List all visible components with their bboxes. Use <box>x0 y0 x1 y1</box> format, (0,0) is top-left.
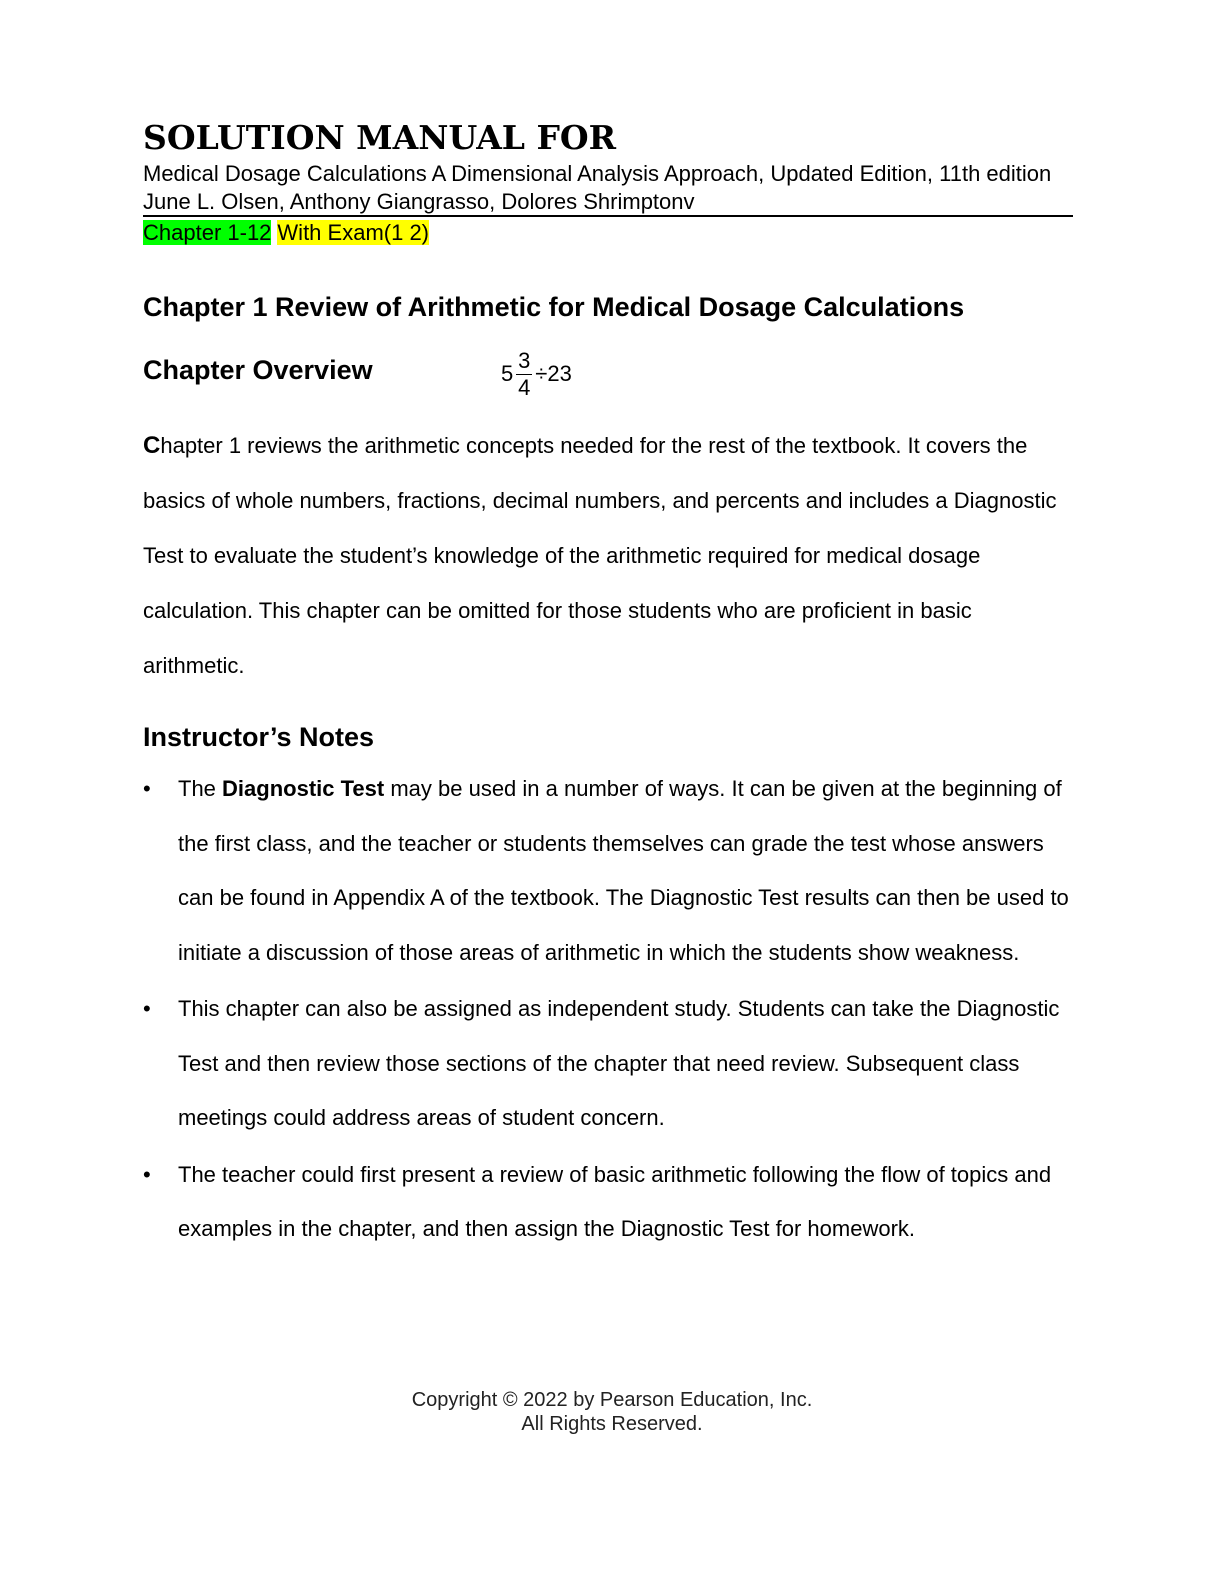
math-denominator: 4 <box>518 374 531 400</box>
copyright-line-2: All Rights Reserved. <box>521 1413 703 1435</box>
document-title: SOLUTION MANUAL FOR <box>143 118 617 157</box>
bullet-icon: • <box>143 776 151 801</box>
list-item <box>143 982 1073 1146</box>
overview-heading: Chapter Overview <box>143 355 373 385</box>
note-1-prefix: The <box>178 776 223 801</box>
math-expression <box>501 344 572 404</box>
book-subtitle: Medical Dosage Calculations A Dimensional Analysis Approach, Updated Edition, 11th edition June L. Olsen, Anthony Giangrasso, Dolores Shrimptonv <box>143 161 1052 214</box>
note-2-text: This chapter can also be assigned as independent study. Students can take the Diagnostic Test and then review those sections of the chapter that need review. Subsequent class meetings could address areas of student concern. <box>178 996 1060 1130</box>
copyright-line-1: Copyright © 2022 by Pearson Education, Inc. <box>411 1389 813 1411</box>
notes-heading: Instructor’s Notes <box>143 722 375 752</box>
header-divider <box>143 215 1073 217</box>
copyright-footer <box>0 1388 1224 1436</box>
chapters-highlight: Chapter 1-12 <box>143 220 272 245</box>
math-divisor: 23 <box>547 361 572 386</box>
math-numerator: 3 <box>518 347 531 373</box>
bullet-icon: • <box>143 996 151 1021</box>
list-item <box>143 762 1073 980</box>
note-1-bold: Diagnostic Test <box>222 776 385 801</box>
list-item <box>143 1148 1073 1257</box>
overview-paragraph <box>143 418 1073 693</box>
overview-initial: C <box>143 432 161 459</box>
notes-list <box>143 762 1073 1259</box>
math-fraction <box>516 349 532 400</box>
note-3-text: The teacher could first present a review of basic arithmetic following the flow of topics and examples in the chapter, and then assign the Diagnostic Test for homework. <box>178 1161 1052 1241</box>
overview-text: hapter 1 reviews the arithmetic concepts needed for the rest of the textbook. It covers the basics of whole numbers, fractions, decimal numbers, and percents and includes a Diagnostic Test to evaluate the student’s knowledge of the arithmetic required for medical dosage calculation. This chapter can be omitted for those students who are proficient in basic arithmetic. <box>143 433 1057 678</box>
exam-highlight: With Exam(1 2) <box>277 220 430 245</box>
math-operator: ÷ <box>535 361 548 386</box>
math-whole: 5 <box>501 361 514 386</box>
bullet-icon: • <box>143 1161 151 1187</box>
chapter-heading: Chapter 1 Review of Arithmetic for Medical Dosage Calculations <box>143 292 965 322</box>
tag-line <box>143 219 429 247</box>
note-1-rest: may be used in a number of ways. It can be given at the beginning of the first class, and the teacher or students themselves can grade the test whose answers can be found in Appendix A of the textbook. The Diagnostic Test results can then be used to initiate a discussion of those areas of arithmetic in which the students show weakness. <box>178 776 1069 965</box>
